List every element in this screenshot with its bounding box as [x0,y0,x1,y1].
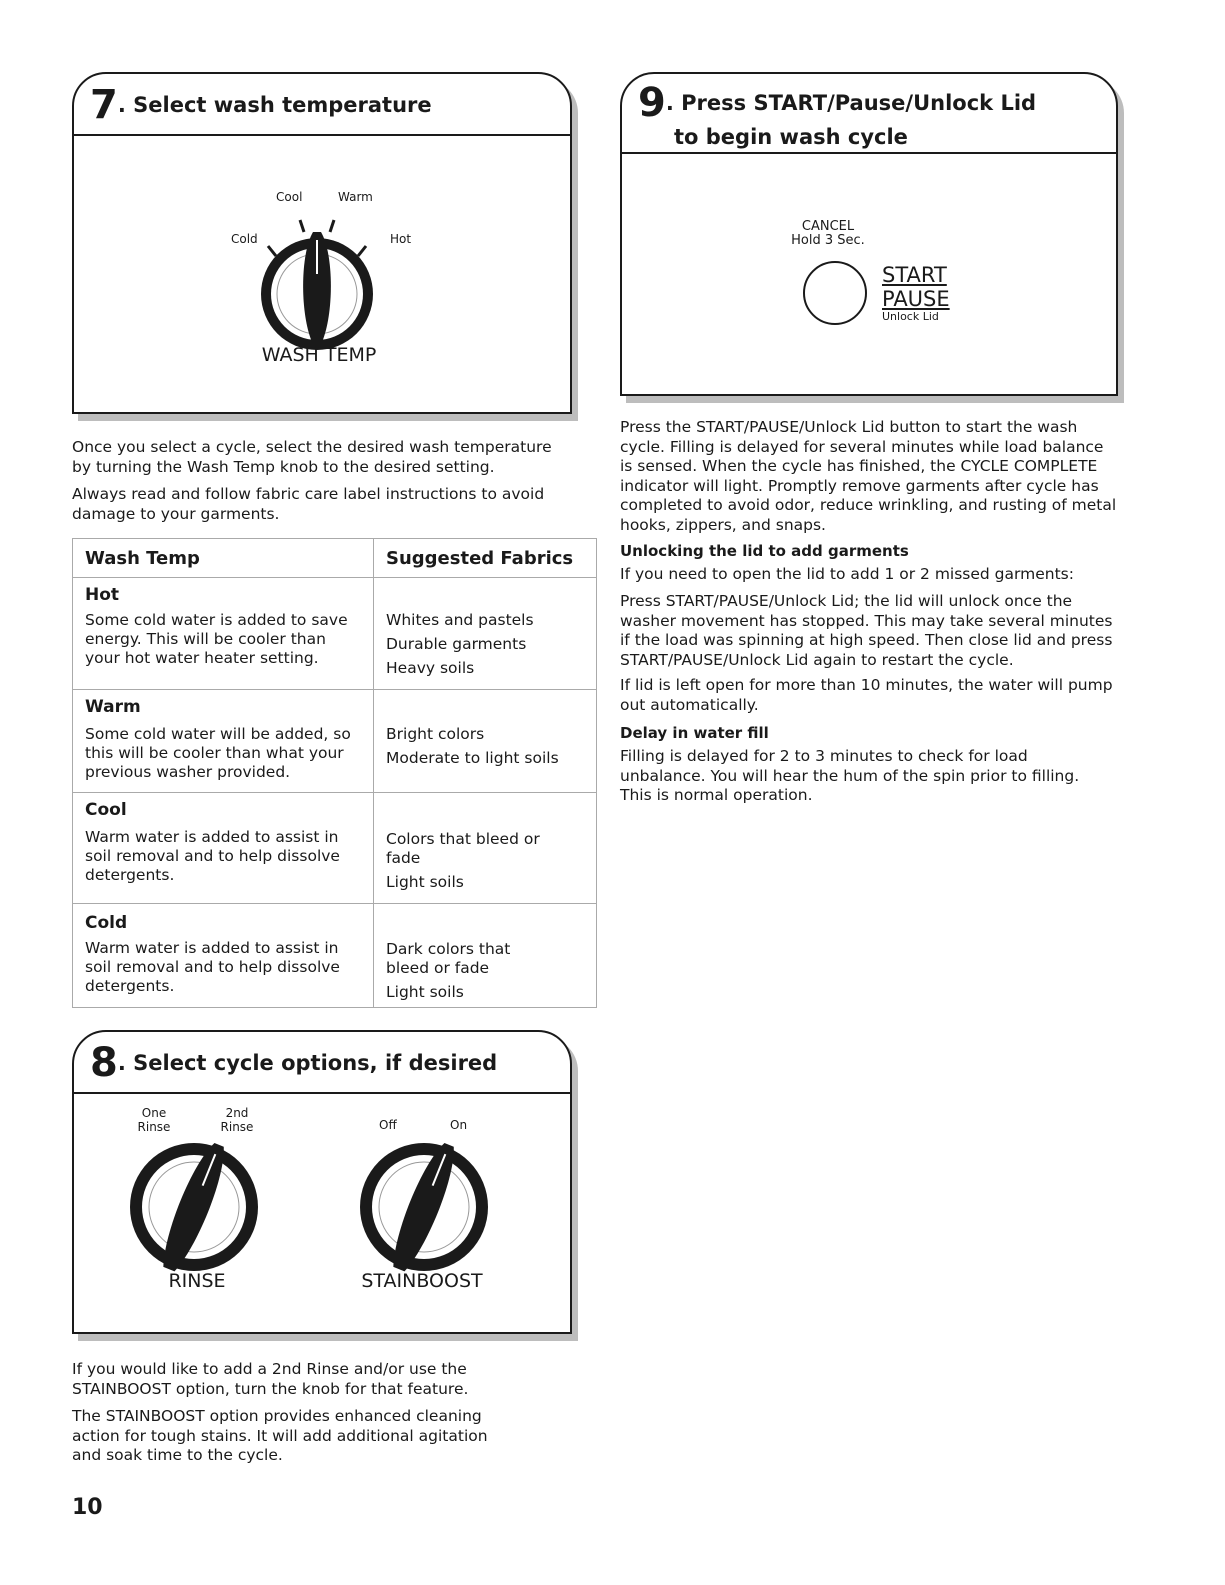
start-pause-panel [620,72,1118,396]
step-number: 9 [638,80,666,126]
cancel-label: CANCEL Hold 3 Sec. [791,219,865,248]
knob-name-stainboost: STAINBOOST [361,1270,483,1292]
knob-label-warm: Warm [338,190,373,204]
unlock-lid-label: Unlock Lid [882,310,939,323]
table-row-fabrics [386,940,556,1007]
table-header-fabrics: Suggested Fabrics [386,548,574,569]
fabric-item: Light soils [386,983,464,1001]
delay-heading: Delay in water fill [620,724,769,742]
step9-intro: Press the START/PAUSE/Unlock Lid button to start the wash cycle. Filling is delayed for several minutes while load balance is sensed. When the cycle has finished, the CYCLE COMPLETE indicator will light. Promptly remove garments after cycle has completed to avoid odor, reduce wrinkling, and rusting of metal hooks, zippers, and snaps. [620,418,1117,534]
table-row-desc: Some cold water is added to save energy. This will be cooler than your hot water heater setting. [85,611,348,667]
table-row-name: Cold [85,913,128,933]
table-row-fabrics [386,830,556,897]
knob-name-rinse: RINSE [168,1270,226,1292]
knob-name-wash-temp: WASH TEMP [261,344,377,366]
fabric-item: Bright colors [386,725,485,743]
unlock-paragraph-1: If you need to open the lid to add 1 or 2 missed garments: [620,565,1074,583]
rinse-label-2nd: 2nd Rinse [220,1106,254,1134]
wash-temp-table [72,538,597,1008]
row-divider [73,903,596,904]
fabric-item: Dark colors that bleed or fade [386,940,511,977]
step-title-text: Select cycle options, if desired [133,1051,498,1075]
step-8-title: 8. Select cycle options, if desired [90,1040,498,1086]
fabric-item: Durable garments [386,635,527,653]
start-label: START [882,263,947,287]
fabric-item: Moderate to light soils [386,749,559,767]
table-row-name: Warm [85,697,141,717]
table-row-fabrics [386,725,559,773]
unlock-paragraph-3: If lid is left open for more than 10 minutes, the water will pump out automatically. [620,676,1113,714]
step7-paragraph-2: Always read and follow fabric care label instructions to avoid damage to your garments. [72,485,545,523]
row-divider [73,792,596,793]
table-row-desc: Warm water is added to assist in soil removal and to help dissolve detergents. [85,939,340,995]
stainboost-label-off: Off [379,1118,397,1132]
step-title-text: Select wash temperature [133,93,432,117]
fabric-item: Whites and pastels [386,611,534,629]
step7-paragraph-1: Once you select a cycle, select the desired wash temperature by turning the Wash Temp knob to the desired setting. [72,438,552,476]
pause-label: PAUSE [882,287,950,311]
stainboost-knob-icon[interactable] [352,1132,502,1282]
rinse-knob-icon[interactable] [122,1132,272,1282]
unlock-paragraph-2: Press START/PAUSE/Unlock Lid; the lid will unlock once the washer movement has stopped. This may take several minutes if the load was spinning at high speed. Then close lid and press START/PAUSE/Unlock Lid again to restart the cycle. [620,592,1113,669]
fabric-item: Colors that bleed or fade [386,830,540,867]
table-row-fabrics [386,611,534,683]
row-divider [73,577,596,578]
step-number: 7 [90,82,118,128]
knob-label-cool: Cool [276,190,303,204]
step8-paragraph-1: If you would like to add a 2nd Rinse and/or use the STAINBOOST option, turn the knob for that feature. [72,1360,469,1398]
stainboost-label-on: On [450,1118,468,1132]
wash-temp-knob-icon[interactable] [242,204,392,354]
step-9-title-line2: to begin wash cycle [674,125,908,149]
knob-label-cold: Cold [231,232,258,246]
cycle-options-panel [72,1030,572,1334]
step-number: 8 [90,1040,118,1086]
table-row-name: Hot [85,585,120,605]
page-number: 10 [72,1495,103,1520]
step-7-title: 7. Select wash temperature [90,82,432,128]
table-header-wash-temp: Wash Temp [85,548,200,569]
row-divider [73,689,596,690]
fabric-item: Light soils [386,873,464,891]
rinse-label-one: One Rinse [137,1106,171,1134]
column-divider [373,539,374,1007]
table-row-desc: Some cold water will be added, so this will be cooler than what your previous washer provided. [85,725,351,781]
fabric-item: Heavy soils [386,659,475,677]
wash-temp-panel [72,72,572,414]
table-row-name: Cool [85,800,127,820]
step-title-text: Press START/Pause/Unlock Lid [681,91,1037,115]
step8-paragraph-2: The STAINBOOST option provides enhanced cleaning action for tough stains. It will add additional agitation and soak time to the cycle. [72,1407,488,1464]
step-9-title: 9. Press START/Pause/Unlock Lid [638,80,1037,126]
table-row-desc: Warm water is added to assist in soil removal and to help dissolve detergents. [85,828,340,884]
knob-label-hot: Hot [390,232,412,246]
delay-paragraph: Filling is delayed for 2 to 3 minutes to check for load unbalance. You will hear the hum of the spin prior to filling. This is normal operation. [620,747,1080,804]
unlock-heading: Unlocking the lid to add garments [620,542,909,560]
start-pause-button-icon[interactable] [800,258,870,328]
